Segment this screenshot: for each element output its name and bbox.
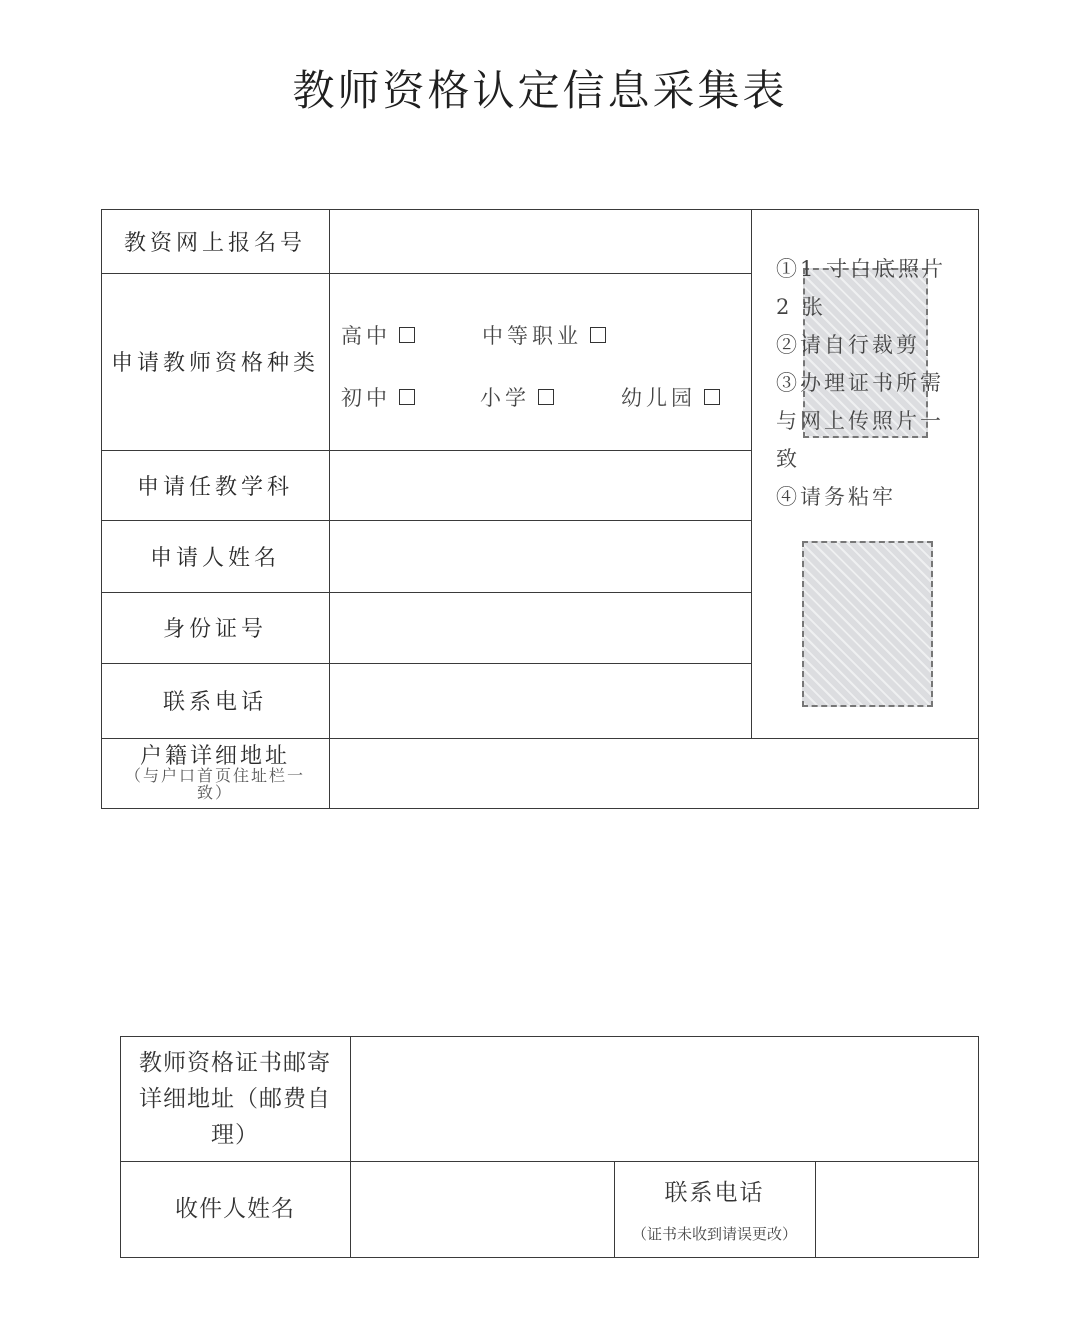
label-recipient-name: 收件人姓名	[175, 1196, 295, 1222]
address-note: （与户口首页住址栏一致）	[124, 765, 305, 802]
label-household-address: 户籍详细地址	[139, 743, 290, 769]
label-id-number: 身份证号	[162, 617, 267, 642]
recipient-name-field[interactable]	[351, 1162, 614, 1257]
option-label: 幼儿园	[621, 386, 696, 410]
label-recipient-phone: 联系电话	[664, 1180, 765, 1206]
photo-notes	[776, 250, 956, 516]
checkbox[interactable]	[399, 327, 415, 343]
option-label: 小学	[480, 386, 530, 410]
photo-note: ②请自行裁剪	[776, 333, 920, 357]
option-junior-high[interactable]	[341, 382, 415, 412]
teaching-subject-field[interactable]	[330, 451, 751, 520]
table-border-bottom	[101, 808, 979, 809]
option-senior-high[interactable]	[341, 320, 415, 350]
page-title: 教师资格认定信息采集表	[292, 66, 788, 115]
registration-number-field[interactable]	[330, 210, 751, 273]
photo-note: ③办理证书所需与网上传照片一致	[776, 371, 944, 471]
option-kindergarten[interactable]	[621, 382, 720, 412]
table-border-right	[978, 209, 979, 809]
label-phone: 联系电话	[162, 690, 267, 715]
checkbox[interactable]	[538, 389, 554, 405]
checkbox[interactable]	[704, 389, 720, 405]
photo-placeholder-2[interactable]	[802, 541, 933, 707]
option-vocational[interactable]	[482, 320, 606, 350]
column-divider	[751, 209, 752, 739]
option-label: 中等职业	[482, 324, 582, 348]
phone-note: （证书未收到请误更改）	[631, 1225, 797, 1243]
recipient-phone-field[interactable]	[816, 1162, 978, 1257]
label-mail-address: 教师资格证书邮寄详细地址（邮费自理）	[139, 1050, 331, 1148]
id-number-field[interactable]	[330, 593, 751, 663]
table-border-bottom	[120, 1257, 979, 1258]
recipient-phone-label-cell	[614, 1161, 815, 1257]
label-qualification-type: 申请教师资格种类	[110, 351, 319, 376]
checkbox[interactable]	[399, 389, 415, 405]
option-primary[interactable]	[480, 382, 554, 412]
mail-address-field[interactable]	[351, 1037, 978, 1161]
applicant-name-field[interactable]	[330, 521, 751, 592]
photo-note: ④请务粘牢	[776, 485, 896, 509]
phone-field[interactable]	[330, 664, 751, 738]
label-registration-number: 教资网上报名号	[123, 230, 306, 256]
photo-note: ①1 寸白底照片 2 张	[776, 257, 947, 319]
label-teaching-subject: 申请任教学科	[136, 474, 293, 500]
table-border-right	[978, 1036, 979, 1258]
option-label: 初中	[341, 386, 391, 410]
checkbox[interactable]	[590, 327, 606, 343]
household-address-field[interactable]	[330, 739, 978, 808]
label-applicant-name: 申请人姓名	[149, 545, 280, 571]
option-label: 高中	[341, 324, 391, 348]
address-label-cell	[101, 738, 329, 808]
